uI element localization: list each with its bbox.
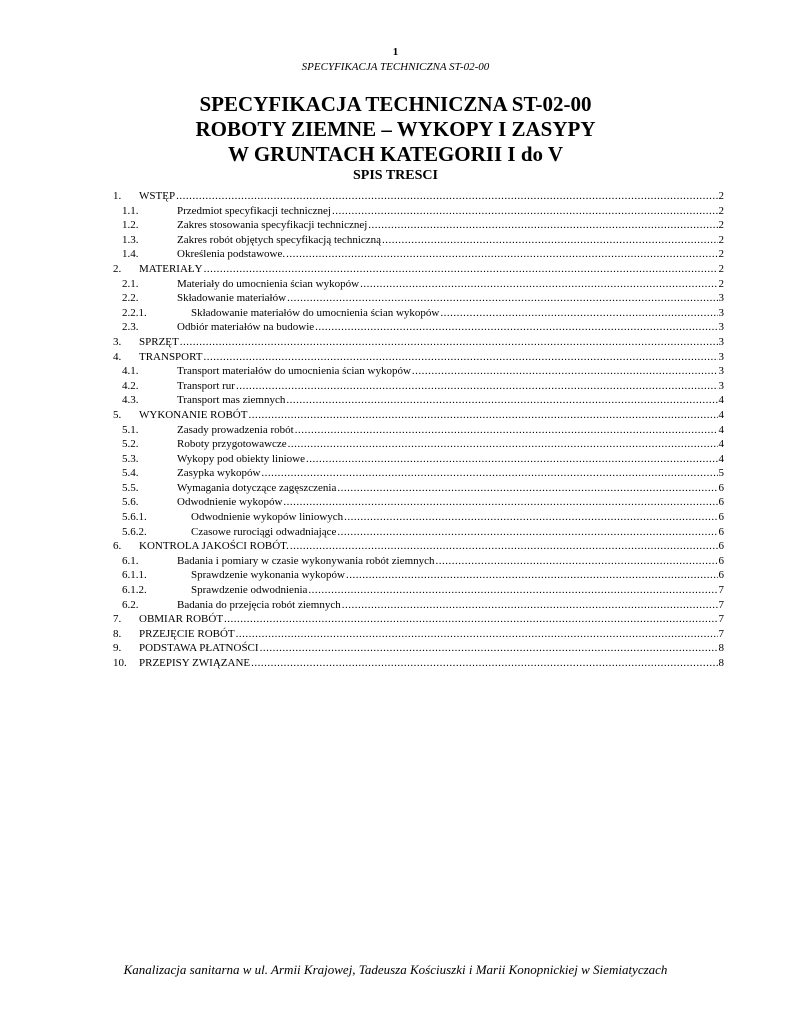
- toc-entry-title: KONTROLA JAKOŚCI ROBÓT.: [139, 540, 289, 553]
- toc-entry-number: 1.3.: [122, 233, 139, 246]
- toc-entry[interactable]: [113, 364, 724, 379]
- toc-entry[interactable]: [113, 481, 724, 496]
- toc-entry[interactable]: [113, 218, 724, 233]
- toc-entry-number: 5.3.: [122, 452, 139, 465]
- toc-entry[interactable]: [113, 306, 724, 321]
- toc-dot-leader: [440, 306, 717, 321]
- toc-entry[interactable]: [113, 452, 724, 467]
- toc-entry[interactable]: [113, 641, 724, 656]
- toc-entry-number: 2.3.: [122, 321, 139, 334]
- toc-dot-leader: [287, 291, 717, 306]
- toc-entry-title: WYKONANIE ROBÓT: [139, 408, 248, 421]
- page-number: 1: [392, 46, 399, 58]
- toc-entry-title: Zakres robót objętych specyfikacją techniczną: [177, 233, 382, 246]
- toc-entry-page: 8: [718, 642, 724, 655]
- document-title-line-2: ROBOTY ZIEMNE – WYKOPY I ZASYPY: [195, 117, 596, 141]
- toc-entry[interactable]: [113, 189, 724, 204]
- toc-entry[interactable]: [113, 379, 724, 394]
- toc-dot-leader: [412, 364, 718, 379]
- page-footer: Kanalizacja sanitarna w ul. Armii Krajowej, Tadeusza Kościuszki i Marii Konopnickiej w Siemiatyczach: [123, 962, 668, 977]
- toc-entry[interactable]: [113, 656, 724, 671]
- toc-entry[interactable]: [113, 568, 724, 583]
- toc-dot-leader: [368, 218, 717, 233]
- toc-entry-title: WSTĘP: [139, 190, 176, 202]
- table-of-contents: [113, 189, 724, 671]
- toc-dot-leader: [315, 320, 717, 335]
- toc-dot-leader: [261, 466, 717, 481]
- toc-entry-page: 4: [718, 408, 724, 421]
- toc-entry-number: 5.6.2.: [122, 525, 147, 538]
- toc-entry-number: 1.2.: [122, 219, 139, 232]
- toc-entry[interactable]: [113, 495, 724, 510]
- toc-entry-title: Zakres stosowania specyfikacji technicznej: [177, 219, 368, 232]
- toc-entry-title: TRANSPORT: [139, 350, 203, 363]
- toc-entry[interactable]: [113, 525, 724, 540]
- toc-entry-page: 7: [718, 613, 724, 626]
- toc-entry-page: 6: [718, 511, 724, 524]
- toc-dot-leader: [288, 437, 718, 452]
- toc-entry-title: Odwodnienie wykopów: [177, 496, 283, 509]
- toc-entry-title: Odbiór materiałów na budowie: [177, 321, 315, 334]
- toc-entry-title: SPRZĘT: [139, 335, 179, 348]
- toc-entry-title: Czasowe rurociągi odwadniające: [191, 525, 337, 538]
- toc-entry-title: OBMIAR ROBÓT: [139, 613, 224, 626]
- toc-entry[interactable]: [113, 627, 724, 642]
- toc-entry-title: PRZEJĘCIE ROBÓT: [139, 627, 235, 640]
- toc-entry-title: Wykopy pod obiekty liniowe: [177, 452, 305, 465]
- toc-entry-page: 2: [718, 277, 724, 290]
- toc-entry-title: Składowanie materiałów do umocnienia ścian wykopów: [191, 306, 440, 319]
- toc-entry-page: 4: [718, 452, 724, 465]
- toc-dot-leader: [286, 247, 717, 262]
- toc-dot-leader: [176, 189, 717, 204]
- toc-entry-number: 5.5.: [122, 481, 139, 494]
- toc-entry[interactable]: [113, 554, 724, 569]
- toc-entry-number: 2.: [113, 262, 122, 275]
- toc-entry-number: 1.1.: [122, 204, 139, 217]
- toc-entry-page: 3: [718, 321, 724, 334]
- toc-dot-leader: [295, 423, 718, 438]
- toc-entry-title: Transport materiałów do umocnienia ścian wykopów: [177, 365, 411, 378]
- toc-entry[interactable]: [113, 612, 724, 627]
- toc-entry-number: 5.6.: [122, 496, 139, 509]
- toc-entry-title: Transport mas ziemnych: [177, 394, 286, 407]
- toc-entry-page: 3: [718, 292, 724, 305]
- toc-dot-leader: [306, 452, 718, 467]
- toc-dot-leader: [286, 393, 717, 408]
- toc-entry-number: 2.2.: [122, 292, 139, 305]
- toc-dot-leader: [248, 408, 717, 423]
- toc-entry-page: 4: [718, 423, 724, 436]
- toc-entry-page: 6: [718, 525, 724, 538]
- toc-entry[interactable]: [113, 350, 724, 365]
- toc-entry-page: 2: [718, 204, 724, 217]
- toc-entry-title: Określenia podstawowe.: [177, 248, 286, 261]
- toc-entry-number: 2.2.1.: [122, 306, 147, 319]
- toc-entry-number: 7.: [113, 613, 122, 626]
- toc-entry-number: 3.: [113, 335, 122, 348]
- toc-dot-leader: [180, 335, 718, 350]
- toc-dot-leader: [290, 539, 718, 554]
- toc-entry-title: Przedmiot specyfikacji technicznej: [177, 204, 331, 217]
- running-header: SPECYFIKACJA TECHNICZNA ST-02-00: [301, 61, 490, 73]
- toc-dot-leader: [224, 612, 717, 627]
- toc-entry-page: 3: [718, 379, 724, 392]
- toc-entry[interactable]: [113, 291, 724, 306]
- toc-dot-leader: [337, 481, 717, 496]
- toc-entry-title: Transport rur: [177, 379, 235, 392]
- toc-entry-page: 8: [718, 657, 724, 669]
- toc-entry-page: 3: [718, 350, 724, 363]
- toc-entry[interactable]: [113, 408, 724, 423]
- toc-entry-title: Składowanie materiałów: [177, 292, 287, 305]
- document-title-line-1: SPECYFIKACJA TECHNICZNA ST-02-00: [199, 92, 592, 116]
- toc-dot-leader: [236, 379, 718, 394]
- toc-entry-page: 2: [718, 190, 724, 202]
- toc-entry-number: 5.: [113, 408, 122, 421]
- toc-dot-leader: [236, 627, 718, 642]
- title-block: [0, 92, 791, 184]
- toc-entry-number: 4.2.: [122, 379, 139, 392]
- toc-entry-page: 4: [718, 394, 724, 407]
- toc-entry-title: PODSTAWA PŁATNOŚCI: [139, 642, 259, 655]
- toc-entry-page: 2: [718, 233, 724, 246]
- toc-entry-title: Zasady prowadzenia robót: [177, 423, 294, 436]
- toc-entry-page: 7: [718, 627, 724, 640]
- toc-entry-page: 3: [718, 306, 724, 319]
- document-title-line-3: W GRUNTACH KATEGORII I do V: [227, 142, 564, 166]
- toc-heading: SPIS TRESCI: [353, 168, 438, 183]
- toc-entry[interactable]: [113, 466, 724, 481]
- toc-entry-number: 5.6.1.: [122, 511, 147, 524]
- toc-entry-number: 5.1.: [122, 423, 139, 436]
- toc-entry[interactable]: [113, 320, 724, 335]
- toc-dot-leader: [251, 656, 717, 671]
- toc-entry-page: 5: [718, 467, 724, 480]
- toc-entry[interactable]: [113, 262, 724, 277]
- toc-entry[interactable]: [113, 583, 724, 598]
- toc-entry-page: 6: [718, 540, 724, 553]
- toc-entry-number: 4.1.: [122, 365, 139, 378]
- toc-entry-title: Roboty przygotowawcze: [177, 438, 287, 451]
- toc-entry-page: 6: [718, 554, 724, 567]
- toc-dot-leader: [360, 277, 717, 292]
- toc-entry-page: 2: [718, 248, 724, 261]
- toc-entry[interactable]: [113, 233, 724, 248]
- toc-entry-number: 4.: [113, 350, 122, 363]
- toc-dot-leader: [204, 350, 718, 365]
- toc-entry-number: 6.2.: [122, 598, 139, 611]
- toc-dot-leader: [204, 262, 718, 277]
- toc-entry[interactable]: [113, 393, 724, 408]
- toc-entry-number: 6.: [113, 540, 122, 553]
- toc-entry-page: 2: [718, 219, 724, 232]
- toc-entry-number: 5.2.: [122, 438, 139, 451]
- toc-entry-number: 1.4.: [122, 248, 139, 261]
- toc-entry-page: 4: [718, 438, 724, 451]
- toc-dot-leader: [436, 554, 718, 569]
- toc-entry[interactable]: [113, 539, 724, 554]
- toc-entry-title: Sprawdzenie odwodnienia: [191, 584, 308, 597]
- toc-entry-number: 9.: [113, 642, 122, 655]
- toc-entry-number: 10.: [113, 657, 127, 669]
- toc-entry[interactable]: [113, 277, 724, 292]
- toc-entry-page: 2: [718, 262, 724, 275]
- toc-entry-number: 4.3.: [122, 394, 139, 407]
- toc-entry[interactable]: [113, 423, 724, 438]
- toc-entry[interactable]: [113, 204, 724, 219]
- toc-entry-title: Badania do przejęcia robót ziemnych: [177, 598, 341, 611]
- toc-entry[interactable]: [113, 247, 724, 262]
- toc-entry-title: MATERIAŁY: [139, 262, 203, 275]
- toc-dot-leader: [332, 204, 718, 219]
- toc-entry[interactable]: [113, 510, 724, 525]
- toc-entry-number: 8.: [113, 627, 122, 640]
- toc-entry-number: 1.: [113, 190, 122, 202]
- toc-entry-title: Zasypka wykopów: [177, 467, 261, 480]
- toc-entry-page: 6: [718, 496, 724, 509]
- toc-entry-number: 6.1.1.: [122, 569, 147, 582]
- toc-dot-leader: [283, 495, 717, 510]
- toc-entry-number: 6.1.2.: [122, 584, 147, 597]
- toc-entry-page: 6: [718, 481, 724, 494]
- toc-entry-page: 7: [718, 584, 724, 597]
- toc-entry-title: Materiały do umocnienia ścian wykopów: [177, 277, 360, 290]
- toc-entry-title: Wymagania dotyczące zagęszczenia: [177, 481, 337, 494]
- toc-entry-number: 6.1.: [122, 554, 139, 567]
- toc-entry-title: Badania i pomiary w czasie wykonywania robót ziemnych: [177, 554, 435, 567]
- toc-dot-leader: [346, 568, 718, 583]
- toc-dot-leader: [308, 583, 717, 598]
- toc-dot-leader: [337, 525, 717, 540]
- toc-entry-number: 5.4.: [122, 467, 139, 480]
- toc-entry-title: Odwodnienie wykopów liniowych: [191, 511, 344, 524]
- toc-entry[interactable]: [113, 598, 724, 613]
- toc-entry-page: 6: [718, 569, 724, 582]
- toc-entry[interactable]: [113, 335, 724, 350]
- toc-entry-number: 2.1.: [122, 277, 139, 290]
- toc-dot-leader: [342, 598, 718, 613]
- toc-dot-leader: [260, 641, 718, 656]
- toc-entry-title: PRZEPISY ZWIĄZANE: [139, 657, 251, 669]
- toc-entry-page: 7: [718, 598, 724, 611]
- toc-dot-leader: [382, 233, 717, 248]
- toc-entry-title: Sprawdzenie wykonania wykopów: [191, 569, 345, 582]
- toc-entry-page: 3: [718, 335, 724, 348]
- toc-entry[interactable]: [113, 437, 724, 452]
- toc-dot-leader: [344, 510, 717, 525]
- toc-entry-page: 3: [718, 365, 724, 378]
